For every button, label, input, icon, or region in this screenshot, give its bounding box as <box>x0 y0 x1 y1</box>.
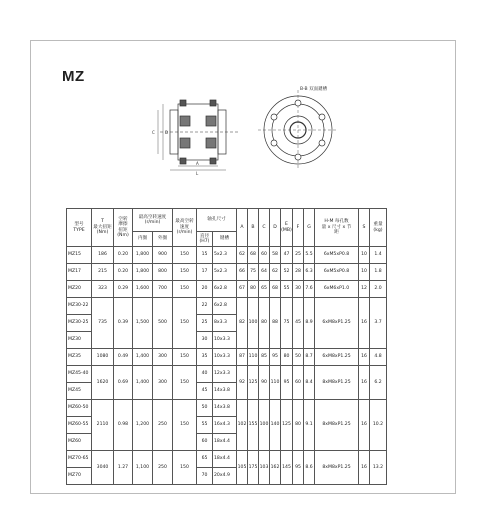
cell-w: 10.2 <box>370 400 387 451</box>
cell-inner-speed: 1,200 <box>133 400 153 451</box>
cell-engage-speed: 150 <box>173 264 197 281</box>
cell-outer-speed: 500 <box>153 298 173 349</box>
cell-c: 60 <box>259 247 270 264</box>
cell-g: 8.7 <box>304 349 315 366</box>
cell-inner-speed: 1,400 <box>133 349 153 366</box>
header-C: C <box>259 209 270 247</box>
cell-a: 66 <box>237 264 248 281</box>
cell-g: 8.9 <box>304 298 315 349</box>
header-keyway: 键槽 <box>213 232 237 247</box>
cell-model: MZ70 <box>67 468 92 485</box>
cell-torque: 323 <box>92 281 114 298</box>
cell-c: 80 <box>259 298 270 349</box>
cell-outer-speed: 300 <box>153 366 173 400</box>
cell-h: 8xM8xP1.25 <box>315 400 359 451</box>
cell-f: 28 <box>293 264 304 281</box>
cell-inner-speed: 1,100 <box>133 451 153 485</box>
table-row <box>67 247 387 264</box>
cell-g: 5.5 <box>304 247 315 264</box>
cell-keyway: 5x2.3 <box>213 247 237 264</box>
cell-e: 52 <box>281 264 293 281</box>
cell-d: 58 <box>270 247 281 264</box>
cell-inner-speed: 1,800 <box>133 264 153 281</box>
cell-model: MZ60-55 <box>67 417 92 434</box>
cell-outer-speed: 250 <box>153 451 173 485</box>
cell-e: 80 <box>281 349 293 366</box>
cell-g: 8.6 <box>304 451 315 485</box>
cell-b: 68 <box>248 247 259 264</box>
cell-f: 25 <box>293 247 304 264</box>
header-outer: 外圈 <box>153 232 173 247</box>
table-row <box>67 366 387 383</box>
table-row <box>67 264 387 281</box>
cell-bore: 45 <box>197 383 213 400</box>
dim-label-C: C <box>152 130 155 135</box>
dim-label-D: D <box>165 130 169 135</box>
cell-e: 55 <box>281 281 293 298</box>
cell-bore: 15 <box>197 247 213 264</box>
cell-e: 95 <box>281 366 293 400</box>
cell-h: 8xM8xP1.25 <box>315 366 359 400</box>
cell-d: 140 <box>270 400 281 451</box>
cell-drag-torque: 0.49 <box>114 349 133 366</box>
cell-d: 62 <box>270 264 281 281</box>
header-model: 型号 TYPE <box>67 209 92 247</box>
cell-drag-torque: 0.20 <box>114 264 133 281</box>
cell-b: 110 <box>248 349 259 366</box>
cell-h: 6xM6xP1.0 <box>315 281 359 298</box>
cell-g: 8.4 <box>304 366 315 400</box>
cell-outer-speed: 800 <box>153 264 173 281</box>
cell-g: 9.1 <box>304 400 315 451</box>
table-row <box>67 281 387 298</box>
cell-g: 6.3 <box>304 264 315 281</box>
cell-w: 2.0 <box>370 281 387 298</box>
cell-torque: 1080 <box>92 349 114 366</box>
cell-outer-speed: 900 <box>153 247 173 264</box>
cell-f: 95 <box>293 451 304 485</box>
cell-model: MZ20 <box>67 281 92 298</box>
cell-keyway: 6x2.8 <box>213 281 237 298</box>
cell-model: MZ30-22 <box>67 298 92 315</box>
cell-engage-speed: 150 <box>173 349 197 366</box>
cell-d: 162 <box>270 451 281 485</box>
cell-inner-speed: 1,600 <box>133 281 153 298</box>
header-H: H-M 每孔数 量 x 尺寸 x 节 距 <box>315 209 359 247</box>
cell-e: 145 <box>281 451 293 485</box>
table-row <box>67 298 387 315</box>
cell-h: 6xM5xP0.8 <box>315 247 359 264</box>
cell-f: 60 <box>293 366 304 400</box>
header-max-speed: 最高空转速度 (r/min) <box>133 209 173 232</box>
cell-drag-torque: 0.69 <box>114 366 133 400</box>
cell-w: 6.2 <box>370 366 387 400</box>
cell-drag-torque: 0.39 <box>114 298 133 349</box>
cell-bore: 55 <box>197 417 213 434</box>
cell-drag-torque: 0.98 <box>114 400 133 451</box>
cell-drag-torque: 1.27 <box>114 451 133 485</box>
cell-s: 16 <box>359 349 370 366</box>
cell-model: MZ60-50 <box>67 400 92 417</box>
cell-model: MZ17 <box>67 264 92 281</box>
cell-torque: 735 <box>92 298 114 349</box>
cell-b: 100 <box>248 298 259 349</box>
cell-f: 50 <box>293 349 304 366</box>
cell-engage-speed: 150 <box>173 366 197 400</box>
cell-keyway: 10x3.3 <box>213 332 237 349</box>
header-F: F <box>293 209 304 247</box>
drawing-note: B-B 双面鍵槽 <box>300 87 328 92</box>
cell-model: MZ45-40 <box>67 366 92 383</box>
technical-drawing <box>150 86 350 181</box>
cell-model: MZ45 <box>67 383 92 400</box>
header-engage-speed: 最高空转 速度 (r/min) <box>173 209 197 247</box>
cell-bore: 22 <box>197 298 213 315</box>
header-S: S <box>359 209 370 247</box>
cell-inner-speed: 1,400 <box>133 366 153 400</box>
cell-engage-speed: 150 <box>173 400 197 451</box>
header-E: E (MB) <box>281 209 293 247</box>
cell-w: 13.2 <box>370 451 387 485</box>
cell-s: 16 <box>359 298 370 349</box>
cell-bore: 40 <box>197 366 213 383</box>
cell-bore: 65 <box>197 451 213 468</box>
cell-h: 6xM5xP0.8 <box>315 264 359 281</box>
cell-c: 103 <box>259 451 270 485</box>
cell-keyway: 12x3.3 <box>213 366 237 383</box>
cell-s: 10 <box>359 264 370 281</box>
cell-s: 10 <box>359 247 370 264</box>
cell-w: 3.7 <box>370 298 387 349</box>
cell-d: 68 <box>270 281 281 298</box>
cell-drag-torque: 0.20 <box>114 247 133 264</box>
section-view <box>158 100 240 170</box>
side-view <box>258 90 338 170</box>
header-weight: 重量 (kg) <box>370 209 387 247</box>
cell-keyway: 5x2.3 <box>213 264 237 281</box>
cell-w: 1.4 <box>370 247 387 264</box>
dim-label-A: A <box>196 161 199 166</box>
cell-engage-speed: 150 <box>173 281 197 298</box>
cell-keyway: 8x3.3 <box>213 315 237 332</box>
cell-model: MZ70-65 <box>67 451 92 468</box>
cell-keyway: 16x4.3 <box>213 417 237 434</box>
cell-f: 80 <box>293 400 304 451</box>
cell-keyway: 6x2.8 <box>213 298 237 315</box>
cell-c: 65 <box>259 281 270 298</box>
cell-g: 7.6 <box>304 281 315 298</box>
cell-s: 12 <box>359 281 370 298</box>
cell-keyway: 14x3.8 <box>213 400 237 417</box>
cell-a: 87 <box>237 349 248 366</box>
header-inner: 内圈 <box>133 232 153 247</box>
cell-f: 30 <box>293 281 304 298</box>
spec-table <box>66 208 387 485</box>
cell-model: MZ15 <box>67 247 92 264</box>
header-drag-torque: 空转 摩擦 扭矩 (Nm) <box>114 209 133 247</box>
cell-drag-torque: 0.29 <box>114 281 133 298</box>
cell-bore: 70 <box>197 468 213 485</box>
cell-model: MZ35 <box>67 349 92 366</box>
cell-engage-speed: 150 <box>173 247 197 264</box>
header-D: D <box>270 209 281 247</box>
cell-keyway: 18x4.4 <box>213 434 237 451</box>
cell-e: 75 <box>281 298 293 349</box>
cell-a: 92 <box>237 366 248 400</box>
cell-a: 102 <box>237 400 248 451</box>
cell-bore: 35 <box>197 349 213 366</box>
cell-c: 100 <box>259 400 270 451</box>
page-title: MZ <box>62 68 85 85</box>
cell-torque: 215 <box>92 264 114 281</box>
cell-s: 16 <box>359 451 370 485</box>
cell-bore: 17 <box>197 264 213 281</box>
cell-outer-speed: 700 <box>153 281 173 298</box>
table-row <box>67 400 387 417</box>
header-bore: 轴孔尺寸 <box>197 209 237 232</box>
cell-engage-speed: 150 <box>173 298 197 349</box>
table-row <box>67 451 387 468</box>
cell-w: 1.8 <box>370 264 387 281</box>
cell-torque: 3040 <box>92 451 114 485</box>
cell-outer-speed: 300 <box>153 349 173 366</box>
cell-c: 64 <box>259 264 270 281</box>
dim-label-L: L <box>196 171 199 176</box>
cell-a: 105 <box>237 451 248 485</box>
cell-outer-speed: 250 <box>153 400 173 451</box>
table-row <box>67 349 387 366</box>
header-G: G <box>304 209 315 247</box>
cell-e: 125 <box>281 400 293 451</box>
cell-torque: 1620 <box>92 366 114 400</box>
cell-c: 85 <box>259 349 270 366</box>
header-A: A <box>237 209 248 247</box>
cell-b: 75 <box>248 264 259 281</box>
cell-torque: 2110 <box>92 400 114 451</box>
cell-d: 88 <box>270 298 281 349</box>
cell-e: 47 <box>281 247 293 264</box>
header-torque: T 最大扭矩 (Nm) <box>92 209 114 247</box>
cell-bore: 60 <box>197 434 213 451</box>
cell-h: 8xM8xP1.25 <box>315 451 359 485</box>
cell-b: 125 <box>248 366 259 400</box>
cell-keyway: 20x4.9 <box>213 468 237 485</box>
header-B: B <box>248 209 259 247</box>
cell-f: 45 <box>293 298 304 349</box>
cell-a: 62 <box>237 247 248 264</box>
cell-d: 95 <box>270 349 281 366</box>
cell-torque: 186 <box>92 247 114 264</box>
cell-s: 16 <box>359 400 370 451</box>
cell-bore: 20 <box>197 281 213 298</box>
cell-inner-speed: 1,800 <box>133 247 153 264</box>
cell-s: 16 <box>359 366 370 400</box>
cell-b: 155 <box>248 400 259 451</box>
cell-a: 67 <box>237 281 248 298</box>
cell-a: 82 <box>237 298 248 349</box>
cell-h: 6xM8xP1.25 <box>315 349 359 366</box>
cell-b: 175 <box>248 451 259 485</box>
cell-keyway: 10x3.3 <box>213 349 237 366</box>
cell-bore: 30 <box>197 332 213 349</box>
cell-b: 80 <box>248 281 259 298</box>
cell-keyway: 18x4.4 <box>213 451 237 468</box>
cell-bore: 50 <box>197 400 213 417</box>
header-bore-dia: 直径 (H7) <box>197 232 213 247</box>
cell-model: MZ30 <box>67 332 92 349</box>
cell-engage-speed: 150 <box>173 451 197 485</box>
cell-bore: 25 <box>197 315 213 332</box>
cell-d: 110 <box>270 366 281 400</box>
cell-model: MZ30-25 <box>67 315 92 332</box>
cell-inner-speed: 1,500 <box>133 298 153 349</box>
cell-w: 4.8 <box>370 349 387 366</box>
cell-c: 90 <box>259 366 270 400</box>
cell-model: MZ60 <box>67 434 92 451</box>
cell-h: 6xM8xP1.25 <box>315 298 359 349</box>
cell-keyway: 14x3.8 <box>213 383 237 400</box>
